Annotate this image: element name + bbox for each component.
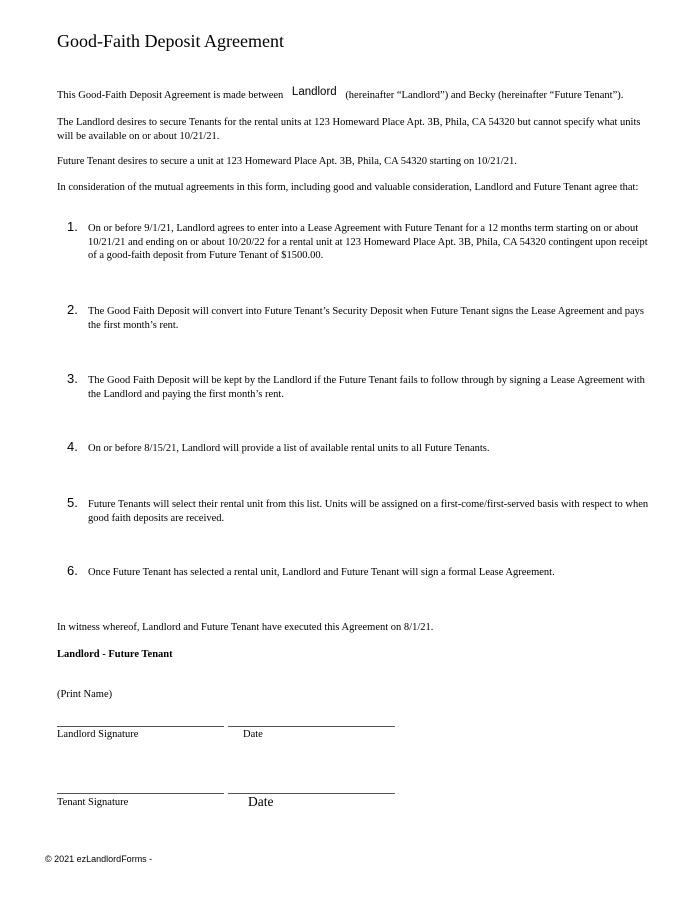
document-title: Good-Faith Deposit Agreement bbox=[57, 31, 284, 51]
list-item bbox=[67, 302, 657, 332]
list-item-text: Once Future Tenant has selected a rental unit, Landlord and Future Tenant will sign a formal Lease Agreement. bbox=[88, 567, 555, 578]
landlord-date-line bbox=[228, 726, 395, 727]
intro-paragraph bbox=[57, 88, 623, 103]
paragraph-landlord-desire: The Landlord desires to secure Tenants for the rental units at 123 Homeward Place Apt. 3B, Phila, CA 54320 but cannot specify what units will be available on or about 10/21/21. bbox=[57, 117, 641, 142]
tenant-date-label: Date bbox=[248, 794, 274, 809]
landlord-date-label: Date bbox=[243, 729, 263, 740]
tenant-signature-label: Tenant Signature bbox=[57, 797, 129, 808]
list-item-number: 1. bbox=[67, 219, 78, 234]
copyright-footer: © 2021 ezLandlordForms - bbox=[45, 854, 153, 864]
witness-statement: In witness whereof, Landlord and Future Tenant have executed this Agreement on 8/1/21. bbox=[57, 622, 434, 633]
list-item bbox=[67, 371, 657, 401]
intro-text-before: This Good-Faith Deposit Agreement is made between bbox=[57, 90, 284, 101]
paragraph-consideration: In consideration of the mutual agreements in this form, including good and valuable consideration, Landlord and Future Tenant agree that: bbox=[57, 182, 639, 193]
list-item-number: 4. bbox=[67, 439, 78, 454]
list-item-number: 5. bbox=[67, 495, 78, 510]
parties-heading: Landlord - Future Tenant bbox=[57, 649, 173, 660]
list-item bbox=[67, 563, 657, 580]
tenant-signature-line bbox=[57, 793, 224, 794]
list-item bbox=[67, 219, 657, 263]
list-item-number: 2. bbox=[67, 302, 78, 317]
intro-text-after: (hereinafter “Landlord”) and Becky (hereinafter “Future Tenant”). bbox=[345, 90, 624, 101]
list-item-text: The Good Faith Deposit will be kept by the Landlord if the Future Tenant fails to follow through by signing a Lease Agreement with the Landlord and paying the first month’s rent. bbox=[88, 375, 645, 400]
paragraph-tenant-desire: Future Tenant desires to secure a unit at 123 Homeward Place Apt. 3B, Phila, CA 54320 starting on 10/21/21. bbox=[57, 156, 517, 167]
list-item-text: On or before 9/1/21, Landlord agrees to enter into a Lease Agreement with Future Tenant for a 12 months term starting on or about 10/21/21 and ending on or about 10/20/22 for a rental unit at 123 Homeward Place Apt. 3B, Phila, CA 54320 contingent upon receipt of a good-faith deposit from Future Tenant of $1500.00. bbox=[88, 223, 648, 261]
list-item bbox=[67, 439, 657, 456]
landlord-name-field: Landlord bbox=[291, 86, 337, 98]
list-item-text: The Good Faith Deposit will convert into Future Tenant’s Security Deposit when Future Tenant signs the Lease Agreement and pays the first month’s rent. bbox=[88, 306, 644, 331]
landlord-signature-label: Landlord Signature bbox=[57, 729, 139, 740]
landlord-signature-line bbox=[57, 726, 224, 727]
list-item bbox=[67, 495, 657, 525]
list-item-text: Future Tenants will select their rental unit from this list. Units will be assigned on a first-come/first-served basis with respect to when good faith deposits are received. bbox=[88, 499, 649, 524]
list-item-number: 3. bbox=[67, 371, 78, 386]
list-item-text: On or before 8/15/21, Landlord will provide a list of available rental units to all Future Tenants. bbox=[88, 443, 490, 454]
print-name-label: (Print Name) bbox=[57, 689, 113, 700]
list-item-number: 6. bbox=[67, 563, 78, 578]
